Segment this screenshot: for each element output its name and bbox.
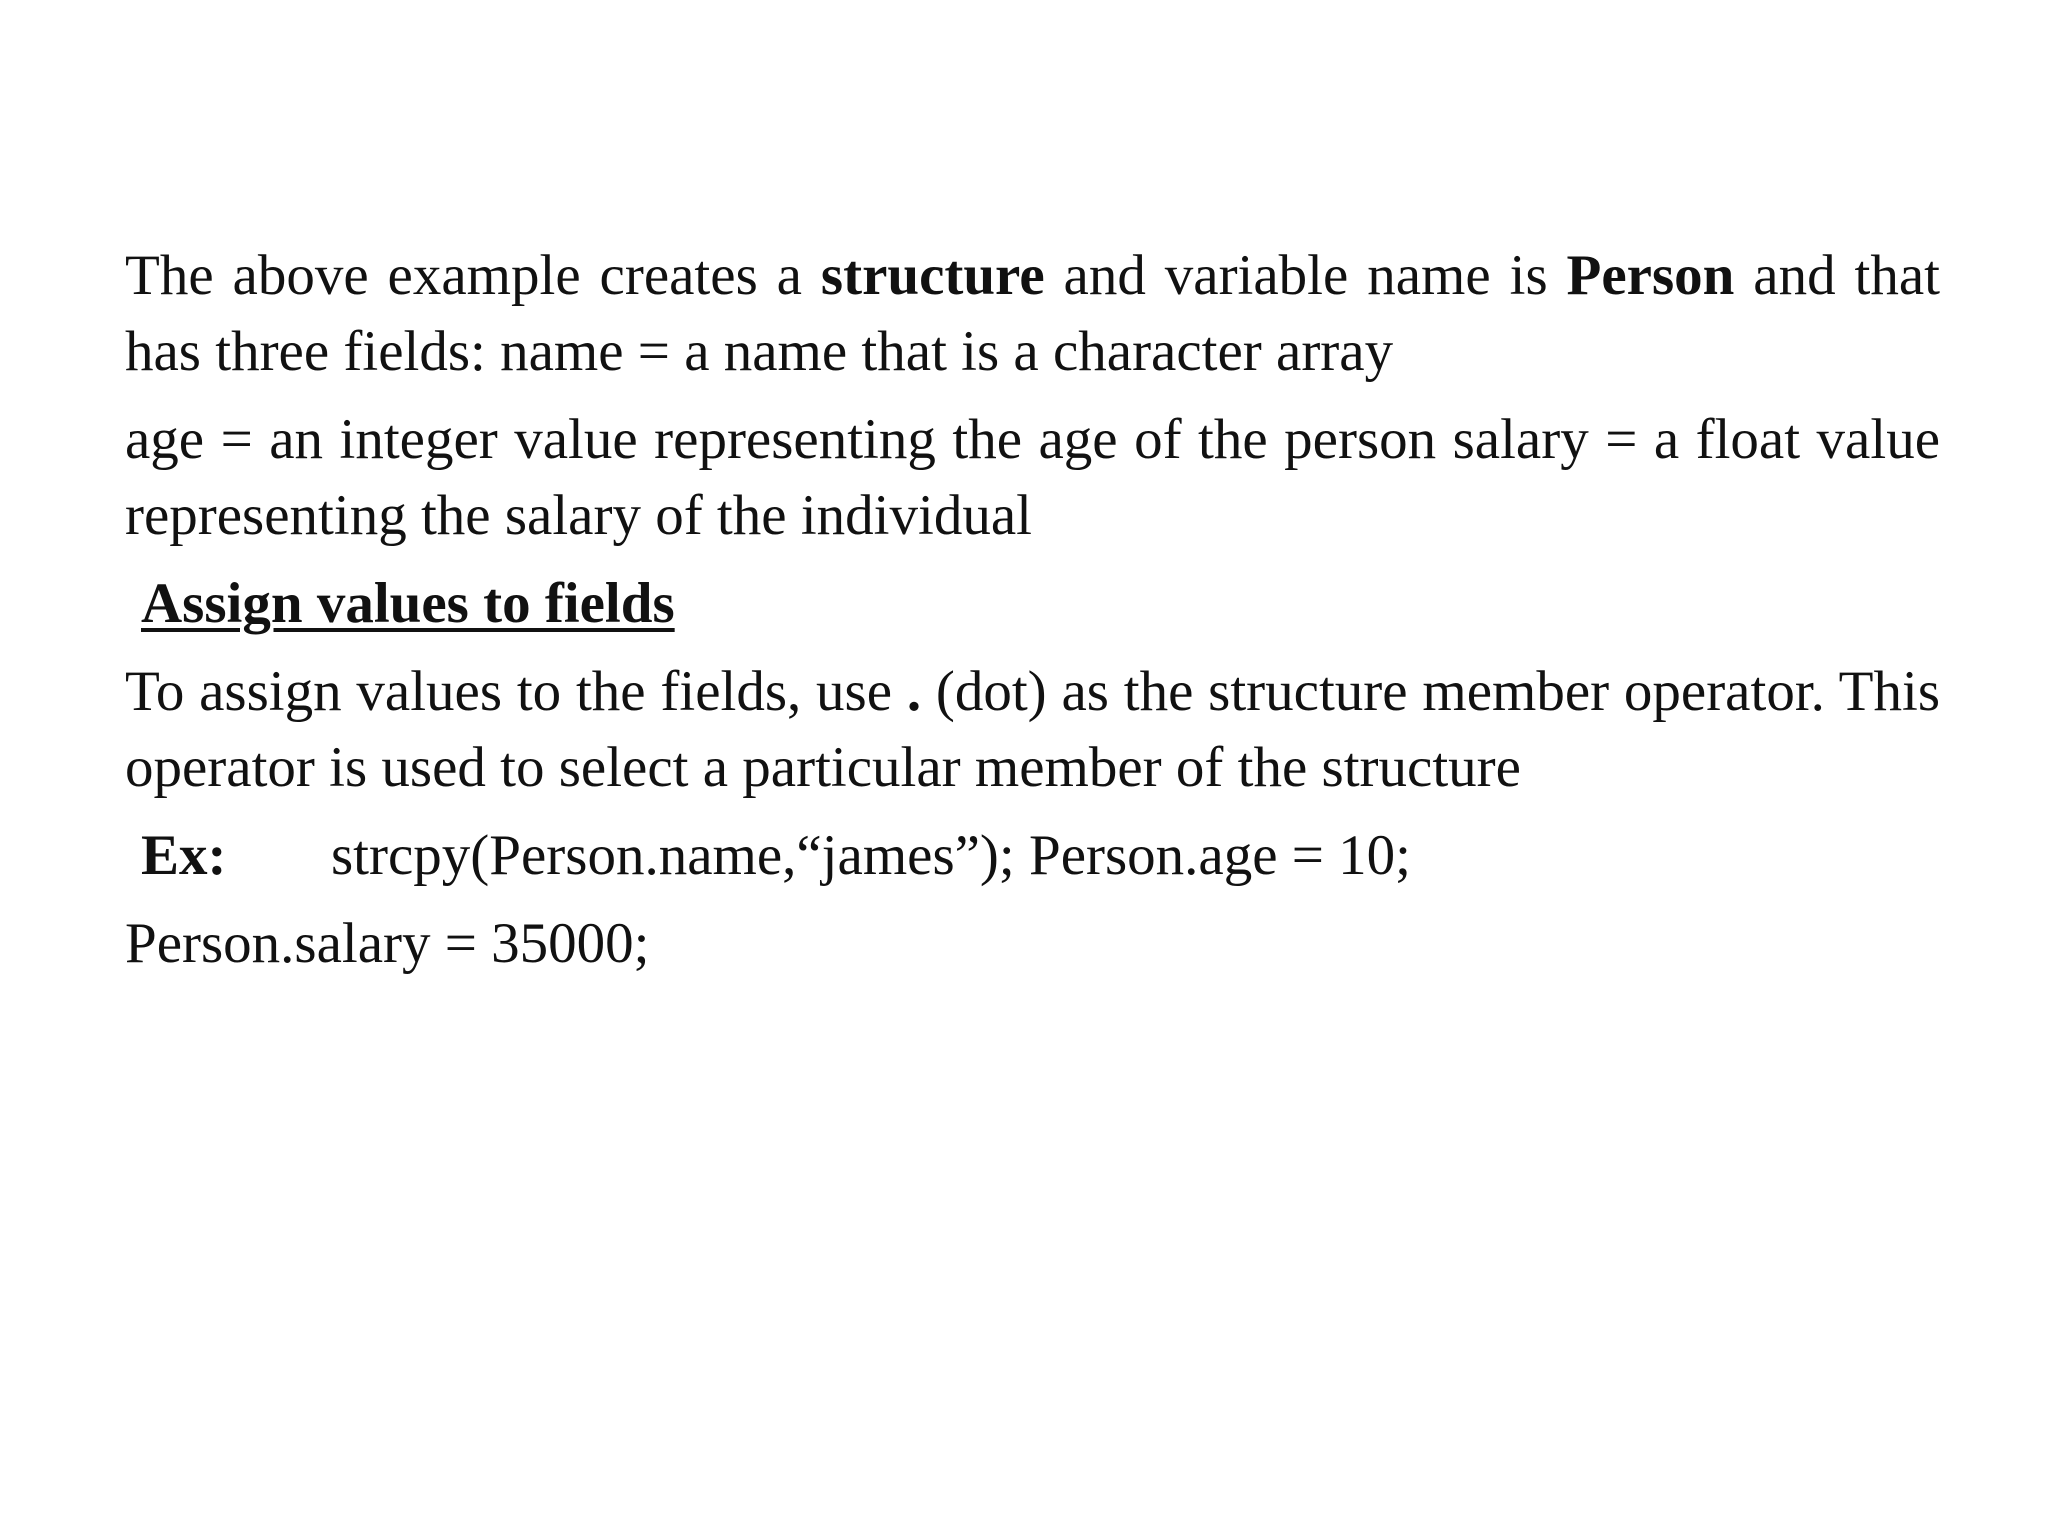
slide-content xyxy=(125,238,1940,982)
example-label: Ex: xyxy=(141,824,227,887)
section-heading xyxy=(141,566,1940,642)
section-heading-text: Assign values to fields xyxy=(141,572,675,635)
fields-paragraph xyxy=(125,402,1940,554)
example-line-2 xyxy=(125,906,1940,982)
assign-paragraph xyxy=(125,654,1940,806)
example-code-2: Person.salary = 35000; xyxy=(125,912,650,975)
intro-text-1: The above example creates a xyxy=(125,244,821,307)
fields-text: age = an integer value representing the age of the person salary = a float value representing the salary of the individual xyxy=(125,408,1940,547)
intro-bold-structure: structure xyxy=(820,244,1045,307)
example-code-1: strcpy(Person.name,“james”); Person.age = 10; xyxy=(331,824,1411,887)
intro-text-3: and that has three fields: name = a name that is a character array xyxy=(125,244,1940,383)
intro-bold-person: Person xyxy=(1566,244,1735,307)
assign-text-2: (dot) as the structure member operator. This operator is used to select a particular member of the structure xyxy=(125,660,1940,799)
intro-paragraph xyxy=(125,238,1940,390)
example-line-1 xyxy=(141,818,1940,894)
assign-bold-dot: . xyxy=(906,660,922,723)
intro-text-2: and variable name is xyxy=(1044,244,1567,307)
assign-text-1: To assign values to the fields, use xyxy=(125,660,907,723)
